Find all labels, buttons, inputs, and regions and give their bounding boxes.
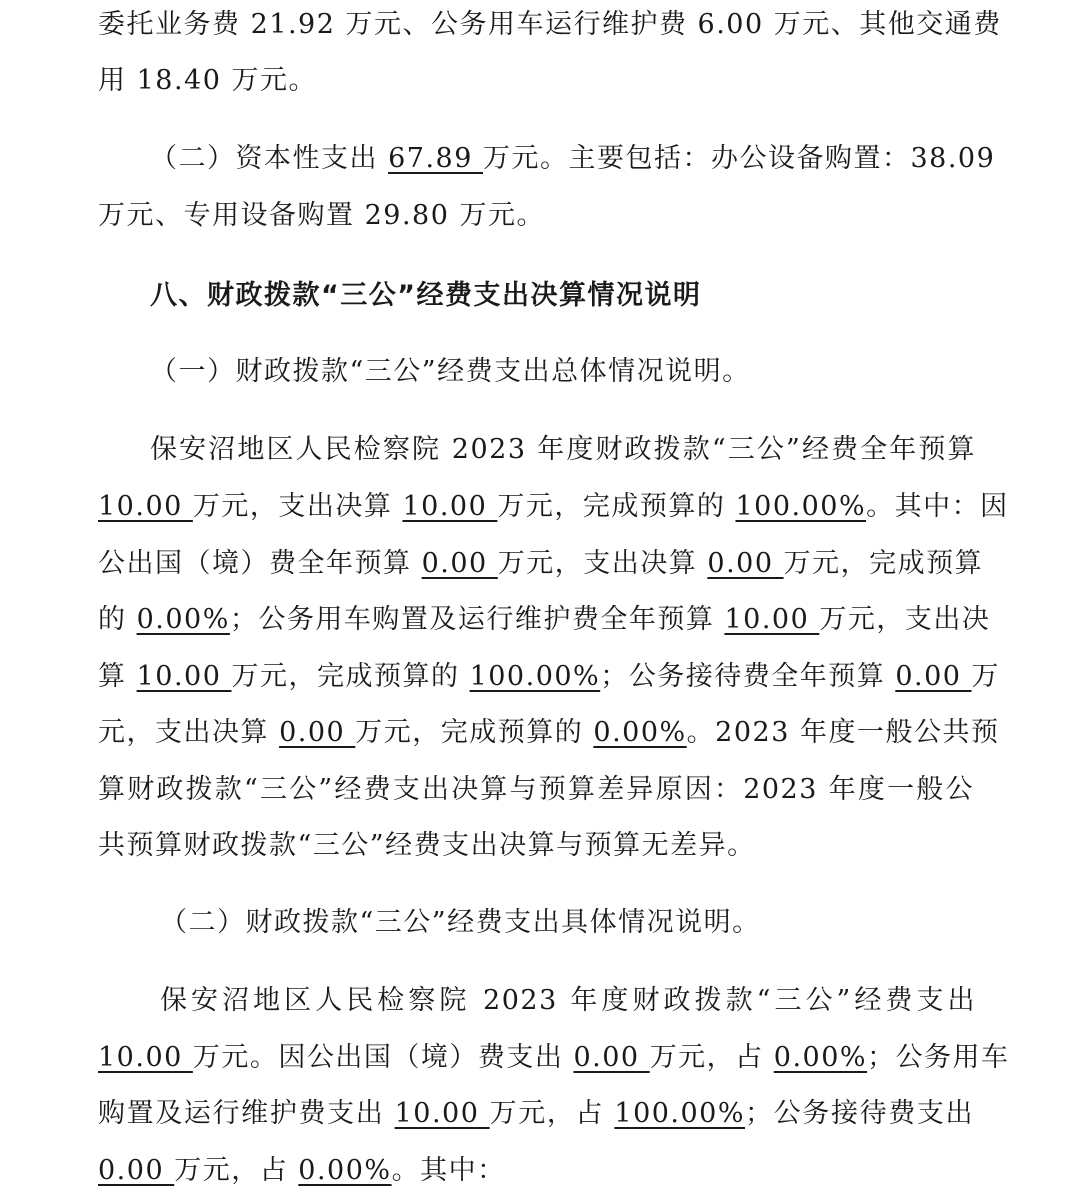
- subheading-overall: （一）财政拨款“三公”经费支出总体情况说明。: [150, 356, 751, 387]
- overall-line-7: 算财政拨款“三公”经费支出决算与预算差异原因：2023 年度一般公: [98, 774, 974, 805]
- specific-line-2: 10.00 万元。因公出国（境）费支出 0.00 万元，占 0.00%；公务用车: [98, 1042, 1010, 1073]
- overall-line-2: 10.00 万元，支出决算 10.00 万元，完成预算的 100.00%。其中：因: [98, 491, 1009, 522]
- overall-line-5: 算 10.00 万元，完成预算的 100.00%；公务接待费全年预算 0.00 万: [98, 661, 1001, 692]
- subheading-specific: （二）财政拨款“三公”经费支出具体情况说明。: [160, 907, 761, 938]
- goods-services-line-1: 委托业务费 21.92 万元、公务用车运行维护费 6.00 万元、其他交通费: [98, 9, 1002, 40]
- overall-line-6: 元，支出决算 0.00 万元，完成预算的 0.00%。2023 年度一般公共预: [98, 717, 1000, 748]
- specific-line-1: 保安沼地区人民检察院 2023 年度财政拨款“三公”经费支出: [160, 985, 976, 1016]
- overall-line-1: 保安沼地区人民检察院 2023 年度财政拨款“三公”经费全年预算: [150, 434, 976, 465]
- section-heading: 八、财政拨款“三公”经费支出决算情况说明: [150, 280, 702, 311]
- capital-expenditure-line-1: （二）资本性支出 67.89 万元。主要包括：办公设备购置：38.09: [150, 143, 996, 174]
- capital-expenditure-line-2: 万元、专用设备购置 29.80 万元。: [98, 200, 545, 231]
- specific-line-3: 购置及运行维护费支出 10.00 万元，占 100.00%；公务接待费支出: [98, 1098, 974, 1129]
- overall-line-8: 共预算财政拨款“三公”经费支出决算与预算无差异。: [98, 830, 756, 861]
- goods-services-line-2: 用 18.40 万元。: [98, 65, 317, 96]
- overall-line-4: 的 0.00%；公务用车购置及运行维护费全年预算 10.00 万元，支出决: [98, 604, 991, 635]
- overall-line-3: 公出国（境）费全年预算 0.00 万元，支出决算 0.00 万元，完成预算: [98, 548, 984, 579]
- specific-line-4: 0.00 万元，占 0.00%。其中：: [98, 1155, 506, 1186]
